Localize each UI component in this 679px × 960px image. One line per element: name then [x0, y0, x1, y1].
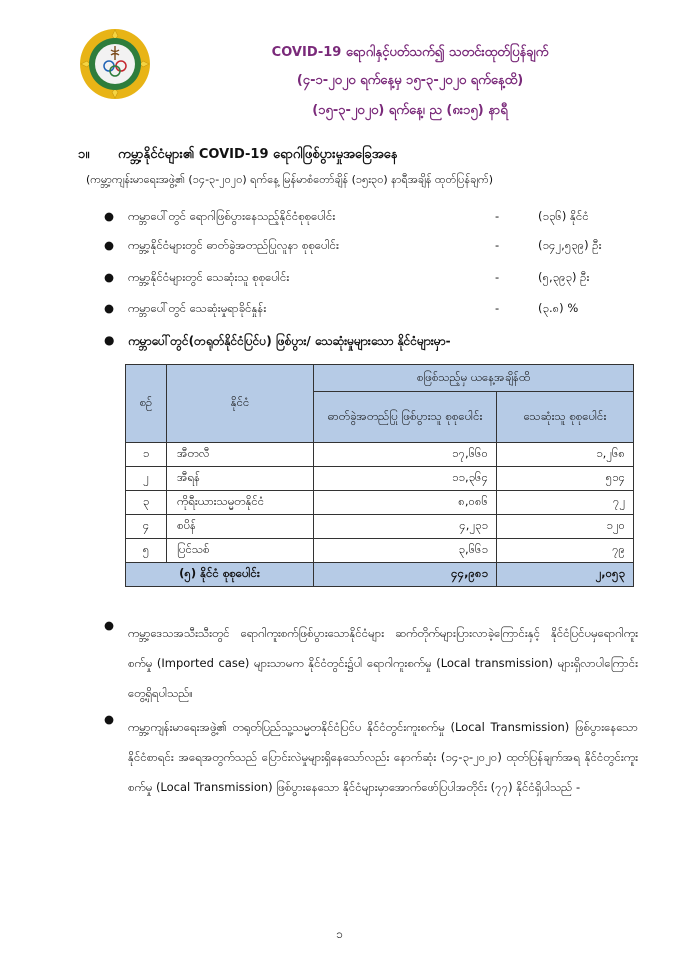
stat-value: (၃.၈) %: [538, 301, 579, 315]
table-row: [126, 539, 634, 563]
bullet-icon: ●: [104, 333, 115, 347]
header-timestamp: (၁၅-၃-၂၀၂၀) ရက်နေ့၊ ည (၈း၁၅) နာရီ: [312, 103, 508, 118]
row-no: ၁: [126, 443, 167, 467]
row-no: ၅: [126, 539, 167, 563]
col-header-deaths: သေဆုံးသူ စုစုပေါင်း: [497, 392, 634, 443]
stat-dash: -: [495, 301, 500, 315]
stat-dash: -: [495, 270, 500, 284]
row-confirmed: ၁၁,၃၆၄: [314, 467, 497, 491]
row-no: ၂: [126, 467, 167, 491]
row-confirmed: ၁၇,၆၆၀: [314, 443, 497, 467]
ministry-logo: [79, 28, 151, 100]
stat-label: ကမ္ဘာ့နိုင်ငံများတွင် ဓာတ်ခွဲအတည်ပြုလူနာ စုစုပေါင်း: [128, 238, 339, 252]
row-no: ၄: [126, 515, 167, 539]
stat-value: (၁၄၂,၅၃၉) ဦး: [538, 238, 602, 252]
stat-label: ကမ္ဘာပေါ်တွင် သေဆုံးမှုရာခိုင်နှုန်း: [128, 301, 267, 315]
bullet-icon: ●: [104, 301, 115, 315]
bullet-icon: ●: [104, 712, 115, 726]
header-date-range: (၄-၁-၂၀၂၀ ရက်နေ့မှ ၁၅-၃-၂၀၂၀ ရက်နေ့ထိ): [296, 73, 524, 88]
row-country: စပိန်: [167, 515, 314, 539]
stat-value: (၅,၃၉၃) ဦး: [538, 270, 590, 284]
row-deaths: ၅၁၄: [497, 467, 634, 491]
section-title: ကမ္ဘာ့နိုင်ငံများ၏ COVID-19 ရောဂါဖြစ်ပွားမှုအခြေအနေ: [118, 147, 398, 162]
table-intro: ကမ္ဘာပေါ်တွင်(တရုတ်နိုင်ငံပြင်ပ) ဖြစ်ပွား/ သေဆုံးမှုများသော နိုင်ငံများမှာ-: [128, 334, 451, 348]
paragraph: [104, 712, 638, 802]
bullet-icon: ●: [104, 618, 115, 632]
col-header-confirmed: ဓာတ်ခွဲအတည်ပြု ဖြစ်ပွားသူ စုစုပေါင်း: [314, 392, 497, 443]
total-confirmed: ၄၄,၉၈၁: [314, 563, 497, 587]
row-confirmed: ၄,၂၃၁: [314, 515, 497, 539]
page-number: ၁: [336, 927, 343, 941]
section-heading: [78, 146, 397, 165]
table-row: [126, 515, 634, 539]
row-country: အီရန်: [167, 467, 314, 491]
stat-label: ကမ္ဘာပေါ်တွင် ရောဂါဖြစ်ပွားနေသည့်နိုင်ငံစုစုပေါင်း: [128, 209, 336, 223]
table-row: [126, 467, 634, 491]
row-deaths: ၇၂: [497, 491, 634, 515]
table-row: [126, 443, 634, 467]
row-country: အီတလီ: [167, 443, 314, 467]
paragraph: [104, 618, 638, 708]
total-label: (၅) နိုင်ငံ စုစုပေါင်း: [126, 563, 314, 587]
table-total-row: [126, 563, 634, 587]
bullet-icon: ●: [104, 270, 115, 284]
row-deaths: ၁,၂၆၈: [497, 443, 634, 467]
bullet-icon: ●: [104, 238, 115, 252]
row-country: ကိုရီးယားသမ္မတနိုင်ငံ: [167, 491, 314, 515]
row-confirmed: ၈,၀၈၆: [314, 491, 497, 515]
section-number: ၁။: [78, 147, 90, 162]
row-deaths: ၁၂၀: [497, 515, 634, 539]
paragraph-text: ကမ္ဘာ့ဒေသအသီးသီးတွင် ရောဂါကူးစက်ဖြစ်ပွားသောနိုင်ငံများ ဆက်တိုက်များပြားလာခဲ့ကြောင်းနှင့် နိုင်ငံပြင်ပမှရောဂါကူးစက်မှု (Imported case) များသာမက နိုင်ငံတွင်း၌ပါ ရောဂါကူးစက်မှု (Local transmission) များရှိလာပါကြောင်း တွေ့ရှိရပါသည်။: [128, 626, 638, 700]
table-row: [126, 491, 634, 515]
bullet-icon: ●: [104, 209, 115, 223]
col-header-country: နိုင်ငံ: [167, 365, 314, 443]
header-title: COVID-19 ရောဂါနှင့်ပတ်သက်၍ သတင်းထုတ်ပြန်ချက်: [271, 45, 549, 60]
stat-label: ကမ္ဘာ့နိုင်ငံများတွင် သေဆုံးသူ စုစုပေါင်း: [128, 270, 290, 284]
col-header-no: စဉ်: [126, 365, 167, 443]
stat-dash: -: [495, 209, 500, 223]
countries-table: [125, 364, 634, 587]
paragraph-text: ကမ္ဘာ့ကျန်းမာရေးအဖွဲ့၏ တရုတ်ပြည်သူ့သမ္မတနိုင်ငံပြင်ပ နိုင်ငံတွင်းကူးစက်မှု (Local Transmission) ဖြစ်ပွားနေသော နိုင်ငံစာရင်း အရေအတွက်သည် ပြောင်းလဲမှုများရှိနေသော်လည်း နောက်ဆုံး (၁၄-၃-၂၀၂၀) ထုတ်ပြန်ချက်အရ နိုင်ငံတွင်းကူးစက်မှု (Local Transmission) ဖြစ်ပွားနေသော နိုင်ငံများမှာအောက်ဖော်ပြပါအတိုင်း (၇၇) နိုင်ငံရှိပါသည် -: [128, 720, 638, 794]
row-confirmed: ၃,၆၆၁: [314, 539, 497, 563]
total-deaths: ၂,၀၅၃: [497, 563, 634, 587]
row-no: ၃: [126, 491, 167, 515]
stat-value: (၁၃၆) နိုင်ငံ: [538, 209, 589, 223]
row-country: ပြင်သစ်: [167, 539, 314, 563]
section-subtitle: (ကမ္ဘာ့ကျန်းမာရေးအဖွဲ့၏ (၁၄-၃-၂၀၂၀) ရက်နေ့ မြန်မာစံတော်ချိန် (၁၅း၃၀) နာရီအချိန် ထုတ်ပြန်ချက်): [86, 173, 494, 186]
stat-dash: -: [495, 238, 500, 252]
col-group-header: စဖြစ်သည့်မှ ယနေ့အချိန်ထိ: [314, 365, 634, 392]
row-deaths: ၇၉: [497, 539, 634, 563]
